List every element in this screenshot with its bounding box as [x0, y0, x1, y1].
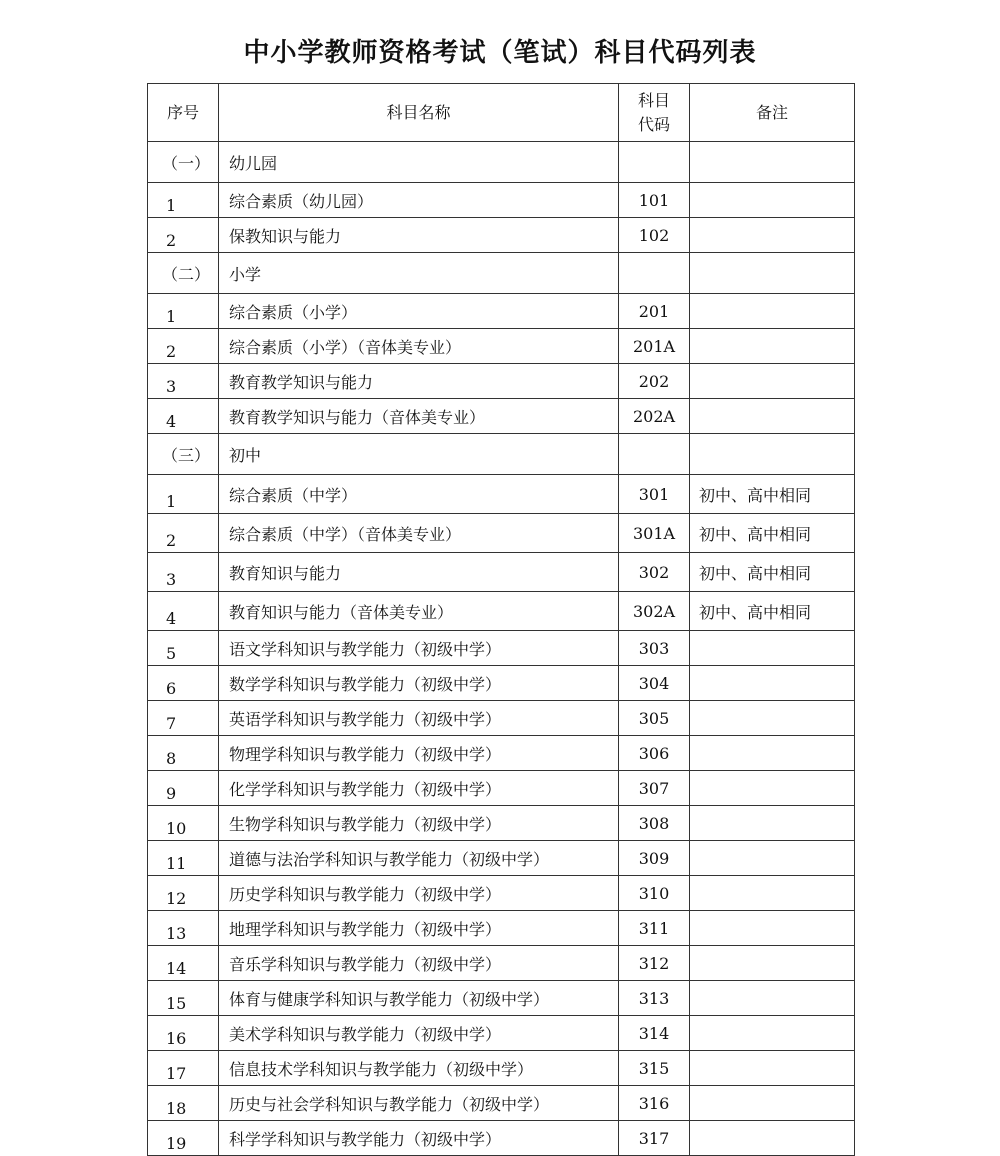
cell-note: 初中、高中相同 — [690, 592, 855, 631]
cell-note — [690, 218, 855, 253]
cell-seq: 4 — [148, 399, 219, 434]
section-row — [148, 434, 855, 475]
cell-subject-code: 310 — [619, 876, 690, 911]
cell-subject-code — [619, 434, 690, 475]
cell-note — [690, 142, 855, 183]
cell-subject-name: 语文学科知识与教学能力（初级中学） — [219, 631, 619, 666]
table-row — [148, 666, 855, 701]
cell-subject-code: 301 — [619, 475, 690, 514]
header-code-line2: 代码 — [637, 114, 670, 134]
cell-subject-name: 保教知识与能力 — [219, 218, 619, 253]
cell-subject-name: 教育教学知识与能力 — [219, 364, 619, 399]
table-row — [148, 514, 855, 553]
section-row — [148, 253, 855, 294]
cell-subject-name: 信息技术学科知识与教学能力（初级中学） — [219, 1051, 619, 1086]
cell-subject-code: 302 — [619, 553, 690, 592]
cell-subject-code: 202 — [619, 364, 690, 399]
cell-subject-code: 313 — [619, 981, 690, 1016]
cell-note — [690, 1051, 855, 1086]
cell-seq: 17 — [148, 1051, 219, 1086]
cell-seq: 2 — [148, 218, 219, 253]
cell-subject-code — [619, 253, 690, 294]
table-row — [148, 1121, 855, 1156]
cell-note — [690, 399, 855, 434]
cell-subject-code: 307 — [619, 771, 690, 806]
header-note: 备注 — [690, 84, 855, 142]
section-row — [148, 142, 855, 183]
cell-subject-name: 道德与法治学科知识与教学能力（初级中学） — [219, 841, 619, 876]
cell-subject-code: 304 — [619, 666, 690, 701]
cell-subject-name: 体育与健康学科知识与教学能力（初级中学） — [219, 981, 619, 1016]
cell-seq: 1 — [148, 475, 219, 514]
cell-seq: 1 — [148, 183, 219, 218]
table-row — [148, 329, 855, 364]
cell-note — [690, 294, 855, 329]
cell-note — [690, 329, 855, 364]
table-row — [148, 946, 855, 981]
cell-subject-name: 综合素质（中学） — [219, 475, 619, 514]
cell-seq: 3 — [148, 364, 219, 399]
cell-seq: 7 — [148, 701, 219, 736]
cell-subject-name: 综合素质（小学） — [219, 294, 619, 329]
table-row — [148, 1051, 855, 1086]
cell-seq: 16 — [148, 1016, 219, 1051]
cell-subject-name: 综合素质（小学）（音体美专业） — [219, 329, 619, 364]
table-row — [148, 841, 855, 876]
cell-note — [690, 1016, 855, 1051]
cell-subject-name: 美术学科知识与教学能力（初级中学） — [219, 1016, 619, 1051]
cell-seq: 5 — [148, 631, 219, 666]
cell-subject-name: 教育知识与能力（音体美专业） — [219, 592, 619, 631]
cell-subject-name: 历史与社会学科知识与教学能力（初级中学） — [219, 1086, 619, 1121]
cell-note — [690, 666, 855, 701]
cell-seq: 9 — [148, 771, 219, 806]
cell-note — [690, 1086, 855, 1121]
cell-seq: 1 — [148, 294, 219, 329]
cell-subject-name: 综合素质（中学）（音体美专业） — [219, 514, 619, 553]
table-row — [148, 1016, 855, 1051]
cell-seq: 2 — [148, 514, 219, 553]
cell-subject-name: 化学学科知识与教学能力（初级中学） — [219, 771, 619, 806]
table-row — [148, 364, 855, 399]
table-row — [148, 736, 855, 771]
cell-seq: 6 — [148, 666, 219, 701]
cell-seq: （三） — [148, 434, 219, 475]
cell-subject-name: 地理学科知识与教学能力（初级中学） — [219, 911, 619, 946]
cell-subject-name: 小学 — [219, 253, 619, 294]
cell-note — [690, 631, 855, 666]
cell-subject-code: 309 — [619, 841, 690, 876]
cell-note — [690, 911, 855, 946]
cell-subject-name: 生物学科知识与教学能力（初级中学） — [219, 806, 619, 841]
table-row — [148, 981, 855, 1016]
subject-code-table — [147, 83, 855, 1156]
table-row — [148, 294, 855, 329]
cell-note — [690, 841, 855, 876]
cell-note: 初中、高中相同 — [690, 553, 855, 592]
cell-seq: 13 — [148, 911, 219, 946]
cell-note: 初中、高中相同 — [690, 514, 855, 553]
table-row — [148, 806, 855, 841]
cell-note — [690, 183, 855, 218]
cell-subject-code: 302A — [619, 592, 690, 631]
cell-subject-code: 312 — [619, 946, 690, 981]
cell-subject-code: 201 — [619, 294, 690, 329]
cell-subject-name: 综合素质（幼儿园） — [219, 183, 619, 218]
cell-subject-name: 音乐学科知识与教学能力（初级中学） — [219, 946, 619, 981]
cell-note — [690, 736, 855, 771]
cell-subject-code: 303 — [619, 631, 690, 666]
cell-subject-name: 初中 — [219, 434, 619, 475]
header-code — [619, 84, 690, 142]
cell-subject-name: 幼儿园 — [219, 142, 619, 183]
cell-note — [690, 806, 855, 841]
table-row — [148, 399, 855, 434]
cell-subject-code: 101 — [619, 183, 690, 218]
cell-subject-code: 301A — [619, 514, 690, 553]
page-title: 中小学教师资格考试（笔试）科目代码列表 — [243, 38, 757, 68]
cell-subject-code: 315 — [619, 1051, 690, 1086]
cell-seq: 4 — [148, 592, 219, 631]
cell-subject-name: 教育知识与能力 — [219, 553, 619, 592]
cell-subject-code: 311 — [619, 911, 690, 946]
cell-seq: 10 — [148, 806, 219, 841]
header-seq: 序号 — [148, 84, 219, 142]
cell-seq: 12 — [148, 876, 219, 911]
cell-subject-code: 306 — [619, 736, 690, 771]
cell-subject-code: 317 — [619, 1121, 690, 1156]
table-row — [148, 1086, 855, 1121]
cell-subject-code: 201A — [619, 329, 690, 364]
table-row — [148, 183, 855, 218]
cell-seq: （二） — [148, 253, 219, 294]
cell-seq: 3 — [148, 553, 219, 592]
table-row — [148, 911, 855, 946]
cell-note — [690, 981, 855, 1016]
cell-subject-code: 305 — [619, 701, 690, 736]
table-header-row — [148, 84, 855, 142]
cell-note — [690, 434, 855, 475]
cell-subject-code — [619, 142, 690, 183]
cell-note — [690, 253, 855, 294]
cell-subject-name: 数学学科知识与教学能力（初级中学） — [219, 666, 619, 701]
cell-subject-name: 科学学科知识与教学能力（初级中学） — [219, 1121, 619, 1156]
table-body — [148, 142, 855, 1156]
cell-note — [690, 701, 855, 736]
table-row — [148, 771, 855, 806]
cell-subject-code: 202A — [619, 399, 690, 434]
cell-seq: 19 — [148, 1121, 219, 1156]
cell-note — [690, 364, 855, 399]
table-row — [148, 553, 855, 592]
cell-note — [690, 876, 855, 911]
cell-seq: 8 — [148, 736, 219, 771]
cell-subject-name: 英语学科知识与教学能力（初级中学） — [219, 701, 619, 736]
header-code-line1: 科目 — [637, 90, 670, 110]
table-row — [148, 592, 855, 631]
cell-subject-code: 316 — [619, 1086, 690, 1121]
cell-note — [690, 1121, 855, 1156]
cell-note — [690, 771, 855, 806]
cell-note — [690, 946, 855, 981]
table-row — [148, 701, 855, 736]
table-row — [148, 475, 855, 514]
cell-seq: 15 — [148, 981, 219, 1016]
cell-subject-code: 314 — [619, 1016, 690, 1051]
cell-subject-name: 物理学科知识与教学能力（初级中学） — [219, 736, 619, 771]
header-name: 科目名称 — [219, 84, 619, 142]
cell-subject-code: 102 — [619, 218, 690, 253]
cell-subject-name: 历史学科知识与教学能力（初级中学） — [219, 876, 619, 911]
cell-subject-code: 308 — [619, 806, 690, 841]
cell-seq: 2 — [148, 329, 219, 364]
table-row — [148, 631, 855, 666]
cell-seq: （一） — [148, 142, 219, 183]
cell-note: 初中、高中相同 — [690, 475, 855, 514]
cell-seq: 18 — [148, 1086, 219, 1121]
table-row — [148, 218, 855, 253]
cell-subject-name: 教育教学知识与能力（音体美专业） — [219, 399, 619, 434]
cell-seq: 14 — [148, 946, 219, 981]
table-row — [148, 876, 855, 911]
cell-seq: 11 — [148, 841, 219, 876]
